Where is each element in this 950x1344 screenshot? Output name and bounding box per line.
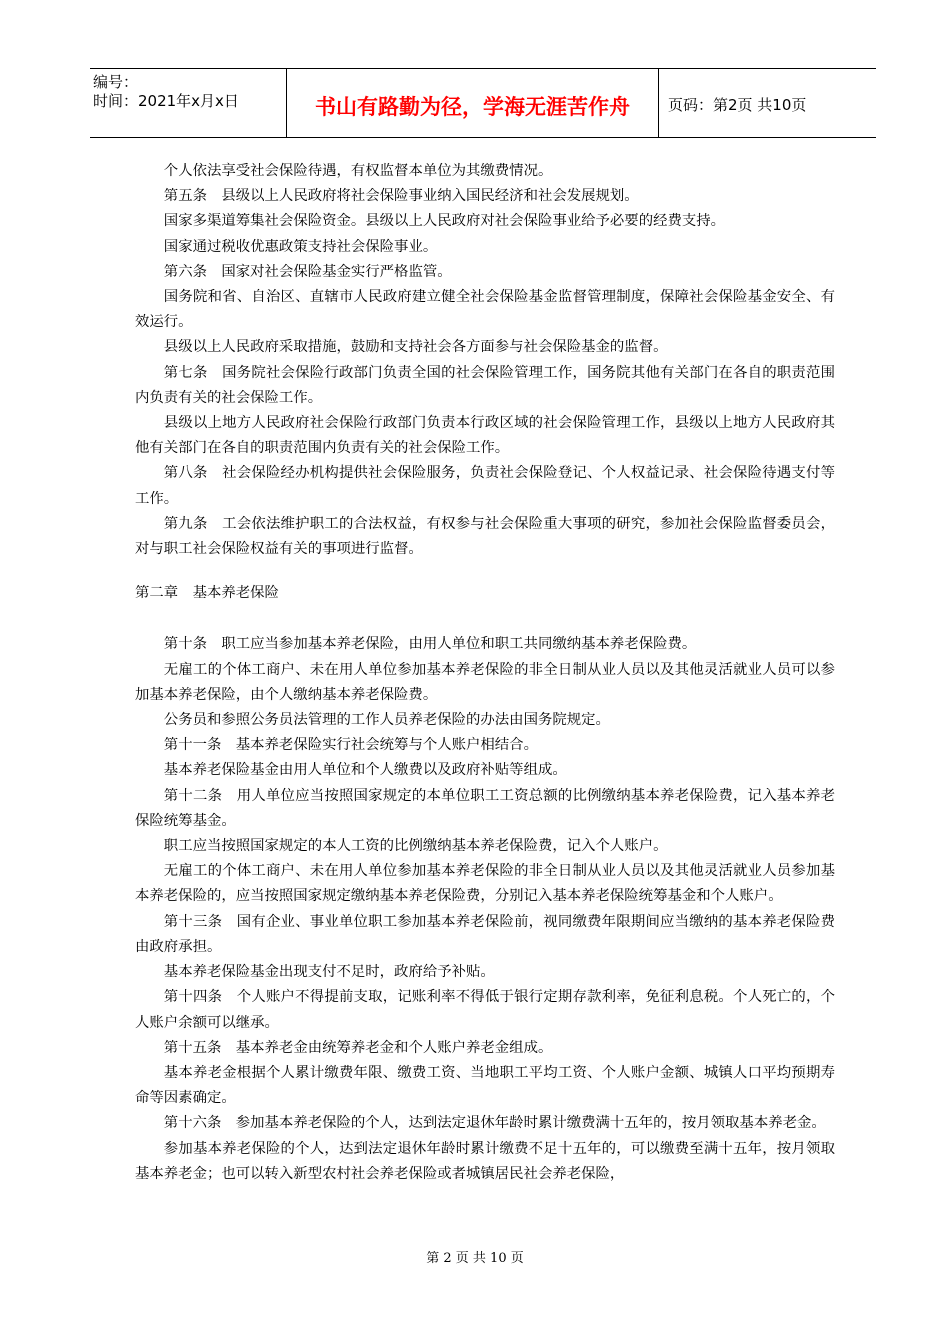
- header-page-number: 页码：第2页 共10页: [668, 96, 807, 114]
- paragraph: 无雇工的个体工商户、未在用人单位参加基本养老保险的非全日制从业人员以及其他灵活就业人员参加基本养老保险的，应当按照国家规定缴纳基本养老保险费，分别记入基本养老保险统筹基金和个人账户。: [135, 863, 835, 905]
- paragraph: 参加基本养老保险的个人，达到法定退休年龄时累计缴费不足十五年的，可以缴费至满十五年，按月领取基本养老金；也可以转入新型农村社会养老保险或者城镇居民社会养老保险，: [135, 1140, 835, 1182]
- paragraph: 第八条 社会保险经办机构提供社会保险服务，负责社会保险登记、个人权益记录、社会保险待遇支付等工作。: [135, 465, 835, 507]
- paragraph: 国家多渠道筹集社会保险资金。县级以上人民政府对社会保险事业给予必要的经费支持。: [163, 213, 726, 230]
- paragraph: 基本养老保险基金由用人单位和个人缴费以及政府补贴等组成。: [163, 762, 567, 779]
- paragraph: 第五条 县级以上人民政府将社会保险事业纳入国民经济和社会发展规划。: [163, 188, 639, 205]
- paragraph: 县级以上地方人民政府社会保险行政部门负责本行政区域的社会保险管理工作，县级以上地方人民政府其他有关部门在各自的职责范围内负责有关的社会保险工作。: [135, 415, 835, 457]
- header-motto: 书山有路勤为径，学海无涯苦作舟: [315, 95, 630, 119]
- paragraphs-top: [135, 159, 835, 562]
- page-footer: 第 2 页 共 10 页: [426, 1251, 524, 1266]
- paragraph: 第十三条 国有企业、事业单位职工参加基本养老保险前，视同缴费年限期间应当缴纳的基本养老保险费由政府承担。: [135, 913, 835, 955]
- paragraph: 无雇工的个体工商户、未在用人单位参加基本养老保险的非全日制从业人员以及其他灵活就业人员可以参加基本养老保险，由个人缴纳基本养老保险费。: [135, 661, 835, 703]
- document-time-label: 时间：2021年x月x日: [93, 92, 239, 110]
- paragraph: 第十六条 参加基本养老保险的个人，达到法定退休年龄时累计缴费满十五年的，按月领取基本养老金。: [163, 1115, 826, 1132]
- paragraph: 第十四条 个人账户不得提前支取，记账利率不得低于银行定期存款利率，免征利息税。个人死亡的，个人账户余额可以继承。: [135, 989, 835, 1031]
- page-header: [90, 68, 876, 138]
- paragraph: 公务员和参照公务员法管理的工作人员养老保险的办法由国务院规定。: [163, 712, 610, 729]
- paragraph: 第九条 工会依法维护职工的合法权益，有权参与社会保险重大事项的研究，参加社会保险监督委员会，对与职工社会保险权益有关的事项进行监督。: [135, 515, 835, 558]
- header-page-cell: [659, 69, 876, 137]
- paragraphs-bottom: [135, 632, 835, 1186]
- document-number-label: 编号：: [93, 73, 139, 91]
- paragraph: 职工应当按照国家规定的本人工资的比例缴纳基本养老保险费，记入个人账户。: [163, 838, 668, 855]
- paragraph: 第十一条 基本养老保险实行社会统筹与个人账户相结合。: [163, 737, 538, 754]
- paragraph: 国家通过税收优惠政策支持社会保险事业。: [163, 238, 438, 255]
- paragraph: 个人依法享受社会保险待遇，有权监督本单位为其缴费情况。: [163, 163, 553, 179]
- paragraph: 第六条 国家对社会保险基金实行严格监管。: [163, 263, 452, 280]
- paragraph: 第七条 国务院社会保险行政部门负责全国的社会保险管理工作，国务院其他有关部门在各自的职责范围内负责有关的社会保险工作。: [135, 364, 835, 406]
- document-body: [135, 159, 835, 1187]
- paragraph: 基本养老保险基金出现支付不足时，政府给予补贴。: [163, 964, 495, 981]
- paragraph: 基本养老金根据个人累计缴费年限、缴费工资、当地职工平均工资、个人账户金额、城镇人口平均预期寿命等因素确定。: [135, 1064, 835, 1107]
- paragraph: 县级以上人民政府采取措施，鼓励和支持社会各方面参与社会保险基金的监督。: [163, 339, 668, 356]
- paragraph: 第十五条 基本养老金由统筹养老金和个人账户养老金组成。: [163, 1039, 553, 1056]
- paragraph: 国务院和省、自治区、直辖市人民政府建立健全社会保险基金监督管理制度，保障社会保险基金安全、有效运行。: [135, 289, 835, 331]
- header-motto-cell: [287, 69, 659, 137]
- chapter-title: 第二章 基本养老保险: [135, 585, 279, 602]
- header-info-cell: [90, 69, 287, 137]
- paragraph: 第十条 职工应当参加基本养老保险，由用人单位和职工共同缴纳基本养老保险费。: [163, 636, 697, 653]
- paragraph: 第十二条 用人单位应当按照国家规定的本单位职工工资总额的比例缴纳基本养老保险费，记入基本养老保险统筹基金。: [135, 787, 835, 829]
